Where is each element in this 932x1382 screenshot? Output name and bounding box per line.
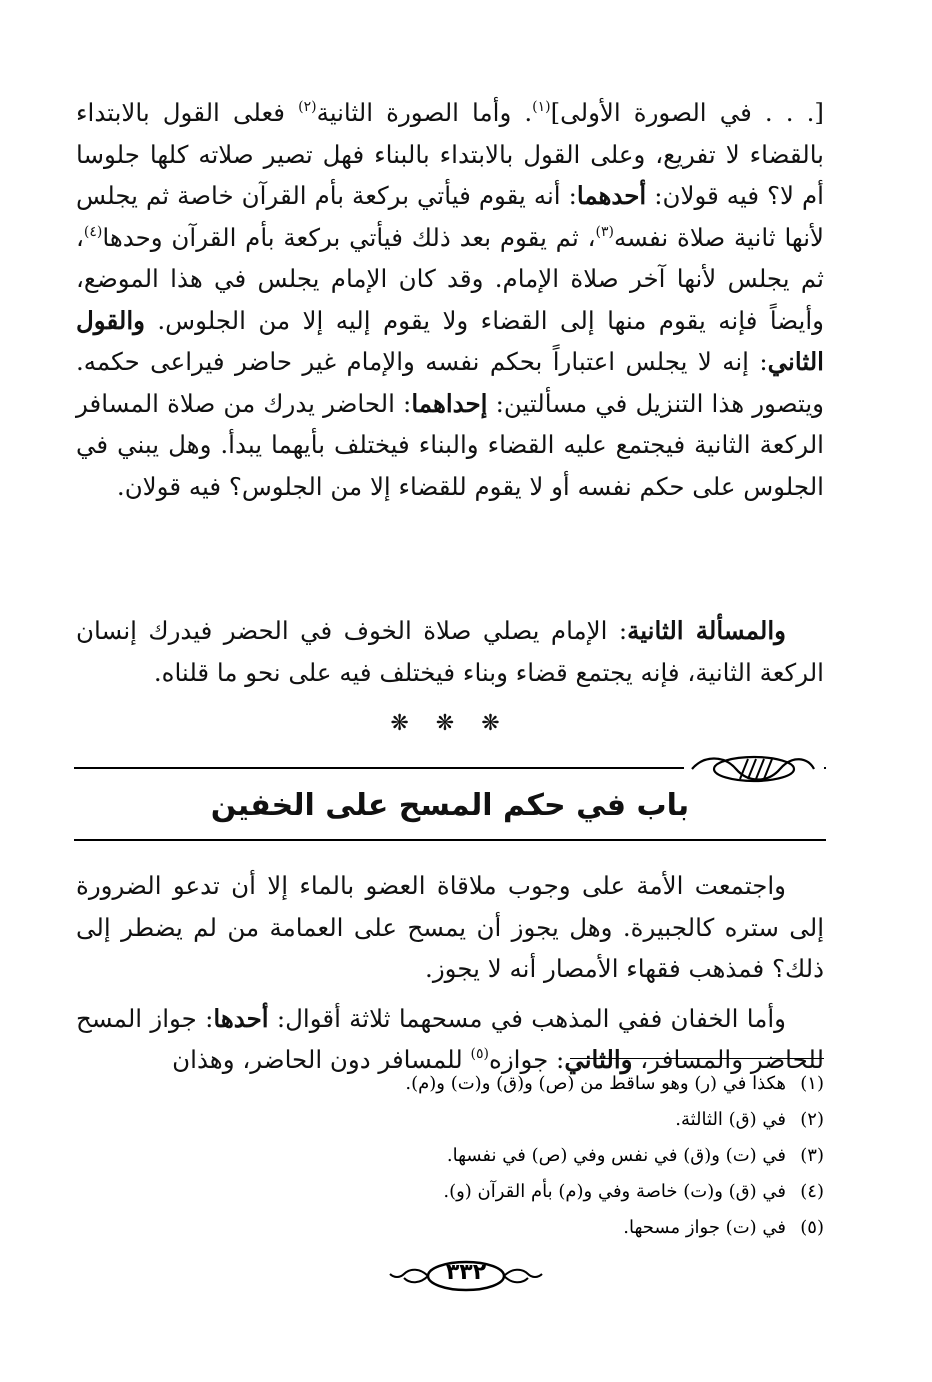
- section-second-issue: [76, 610, 824, 693]
- chapter-title: باب في حكم المسح على الخفين: [210, 788, 690, 823]
- footnote-text: في (ت) و(ق) في نفس وفي (ص) في نفسها.: [446, 1145, 786, 1166]
- text-run: : إنه لا يجلس اعتباراً بحكم نفسه والإمام غير حاضر فيراعى حكمه. ويتصور هذا التنزيل في مسألتين:: [76, 347, 824, 418]
- footnotes: [76, 1066, 824, 1246]
- text-run: للمسافر دون الحاضر، وهذان: [172, 1045, 471, 1074]
- footnote-text: في (ق) و(ت) خاصة وفي و(م) بأم القرآن (و).: [443, 1181, 786, 1202]
- page-footer: [0, 1258, 932, 1299]
- footnote-item: [76, 1102, 824, 1138]
- footnote-number: (٤): [800, 1181, 824, 1202]
- paragraph-3: واجتمعت الأمة على وجوب ملاقاة العضو بالماء إلا أن تدعو الضرورة إلى ستره كالجبيرة. وهل يجوز أن يمسح على العمامة من لم يضطر إلى ذلك؟ فمذهب فقهاء الأمصار أنه لا يجوز.: [76, 871, 824, 983]
- text-run: : جوازه: [488, 1045, 565, 1074]
- bold-term: والمسألة الثانية: [627, 616, 786, 645]
- text-run: وأما الخفان ففي المذهب في مسحهما ثلاثة أقوال:: [268, 1003, 786, 1033]
- page-number: ٣٣٢: [445, 1260, 487, 1285]
- text-run: ، ثم يجلس لأنها آخر صلاة الإمام. وقد كان الإمام يجلس في هذا الموضع، وأيضاً فإنه يقوم منها إلى القضاء ولا يقوم إليه إلا من الجلوس.: [76, 222, 824, 335]
- bold-term: أحدها: [213, 1003, 269, 1033]
- paragraph-2: [76, 610, 824, 693]
- footnote-ref-3[interactable]: (٣): [595, 223, 614, 240]
- footnote-ref-2[interactable]: (٢): [298, 99, 317, 115]
- footnote-number: (٣): [800, 1145, 824, 1166]
- footnote-text: هكذا في (ر) وهو ساقط من (ص) و(ق) و(ت) و(م).: [405, 1073, 786, 1094]
- footnote-item: [76, 1174, 824, 1210]
- text-run: : الإمام يصلي صلاة الخوف في الحضر فيدرك إنسان الركعة الثانية، فإنه يجتمع قضاء وبناء فيختلف فيه على نحو ما قلناه.: [76, 616, 824, 687]
- text-run: فعلى القول بالابتداء بالقضاء لا تفريع، وعلى القول بالابتداء بالبناء فهل تصير صلاته كلها جلوسا أم لا؟ فيه قولان:: [76, 98, 824, 210]
- text-run: ، ثم يقوم بعد ذلك فيأتي بركعة بأم القرآن وحدها: [102, 222, 596, 252]
- footnote-separator: [570, 1058, 824, 1059]
- section-separator: ❋ ❋ ❋: [390, 711, 510, 736]
- text-run: [. . . في الصورة الأولى]: [550, 98, 824, 127]
- bold-term: إحداهما: [411, 388, 488, 418]
- heading-rule-bottom: [74, 839, 826, 841]
- paragraph-1: [76, 92, 824, 507]
- bold-term: أحدهما: [576, 181, 647, 210]
- footnote-ref-1[interactable]: (١): [532, 99, 551, 115]
- page-number-badge: [386, 1258, 546, 1294]
- footnote-number: (٢): [800, 1109, 824, 1130]
- footnote-ref-5[interactable]: (٥): [470, 1046, 489, 1062]
- text-run: : الحاضر يدرك من صلاة المسافر الركعة الثانية فيجتمع عليه القضاء والبناء فيختلف بأيهما يبدأ. وهل يبني في الجلوس على حكم نفسه أو لا يقوم للقضاء إلا من الجلوس؟ فيه قولان.: [76, 388, 824, 501]
- footnote-text: في (ق) الثالثة.: [675, 1109, 786, 1130]
- footnote-ref-4[interactable]: (٤): [83, 223, 103, 240]
- section-after-chapter: [76, 865, 824, 1081]
- text-run: : أنه يقوم فيأتي بركعة بأم القرآن خاصة ثم يجلس لأنها ثانية صلاة نفسه: [76, 181, 824, 252]
- section-before-chapter: [76, 92, 824, 604]
- footnote-item: [76, 1210, 824, 1246]
- footnote-number: (٥): [800, 1217, 824, 1238]
- bold-term: والثاني: [564, 1045, 633, 1074]
- text-run: . وأما الصورة الثانية: [316, 98, 533, 127]
- chapter-heading: [76, 747, 824, 851]
- ornament-icon: [684, 751, 824, 787]
- bold-term: والقول الثاني: [76, 305, 824, 376]
- text-run: : جواز المسح للحاضر والمسافر،: [76, 1003, 824, 1074]
- footnote-text: في (ت) جواز مسحها.: [623, 1217, 786, 1238]
- footnote-item: [76, 1138, 824, 1174]
- footnote-item: [76, 1066, 824, 1102]
- footnote-number: (١): [800, 1073, 824, 1094]
